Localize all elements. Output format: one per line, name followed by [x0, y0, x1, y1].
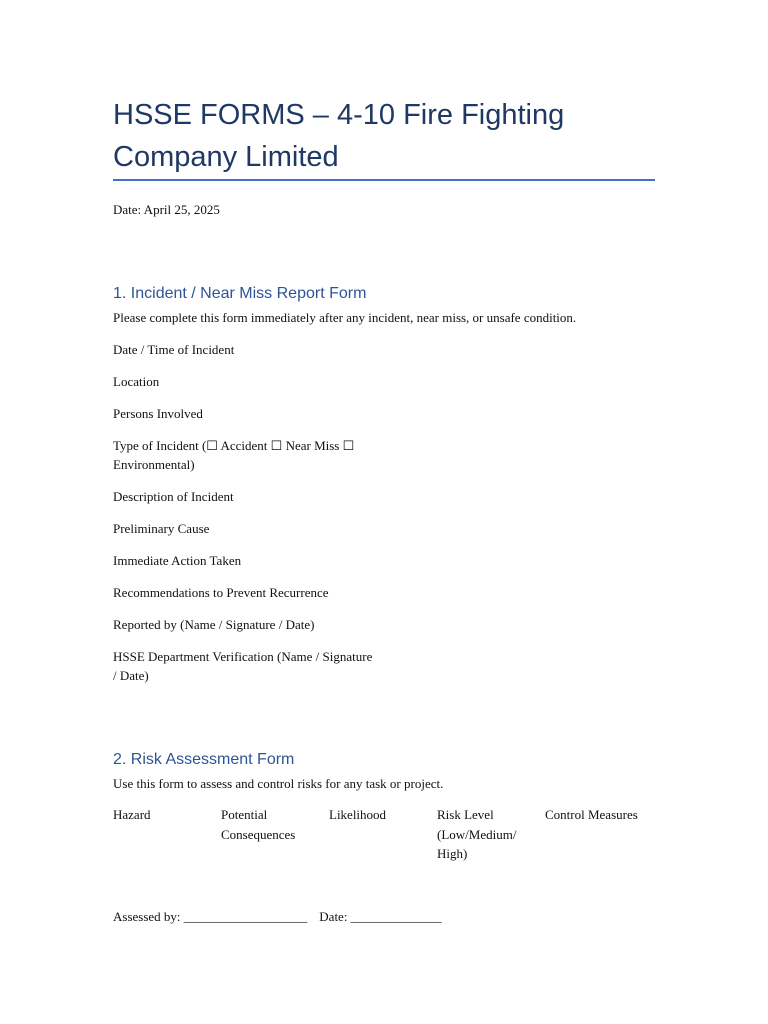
column-hazard: Hazard — [113, 807, 151, 822]
field-preliminary-cause: Preliminary Cause — [113, 521, 210, 536]
field-persons-involved: Persons Involved — [113, 406, 203, 421]
field-reported-by: Reported by (Name / Signature / Date) — [113, 617, 315, 632]
section-2-intro: Use this form to assess and control risks for any task or project. — [113, 776, 444, 791]
field-incident-type: Type of Incident (☐ Accident ☐ Near Miss ☐ Environmental) — [113, 438, 355, 472]
document-date: Date: April 25, 2025 — [113, 202, 220, 217]
signoff-line — [113, 907, 442, 926]
incident-field-list — [113, 340, 373, 698]
signoff-date-field: Date: ______________ — [319, 909, 442, 924]
field-recommendations: Recommendations to Prevent Recurrence — [113, 585, 329, 600]
document-title: HSSE FORMS – 4-10 Fire Fighting Company Limited — [113, 99, 565, 173]
field-immediate-action: Immediate Action Taken — [113, 553, 242, 568]
field-description: Description of Incident — [113, 489, 234, 504]
column-risk-level: Risk Level (Low/Medium/ High) — [437, 807, 517, 861]
section-1-heading: 1. Incident / Near Miss Report Form — [113, 285, 367, 302]
field-location: Location — [113, 374, 160, 389]
column-potential-consequences: Potential Consequences — [221, 807, 296, 842]
column-control-measures: Control Measures — [545, 807, 638, 822]
field-hsse-verification: HSSE Department Verification (Name / Signature / Date) — [113, 649, 373, 683]
assessed-by-field: Assessed by: ___________________ — [113, 909, 308, 924]
risk-assessment-table-header — [113, 805, 653, 864]
field-date-time: Date / Time of Incident — [113, 342, 235, 357]
title-divider — [113, 179, 655, 181]
column-likelihood: Likelihood — [329, 807, 387, 822]
section-1-intro: Please complete this form immediately after any incident, near miss, or unsafe condition. — [113, 310, 577, 325]
section-2-heading: 2. Risk Assessment Form — [113, 751, 295, 768]
